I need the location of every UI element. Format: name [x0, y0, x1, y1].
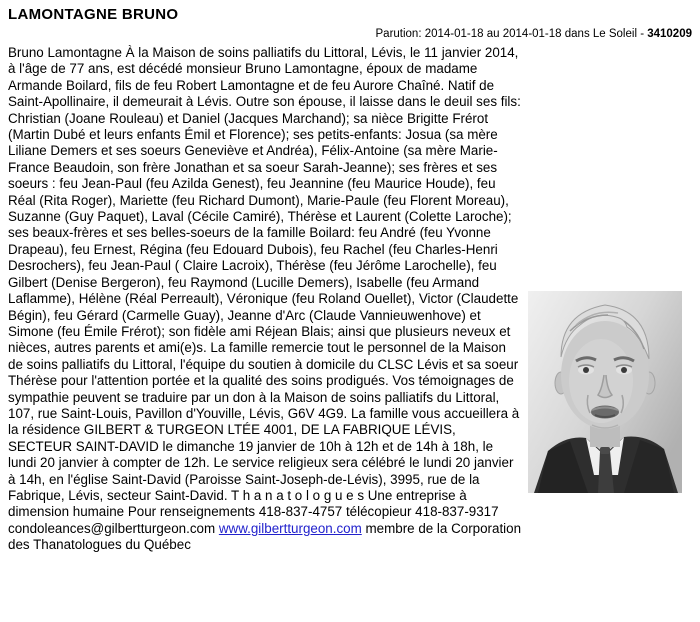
funeral-home-website-link[interactable]: www.gilbertturgeon.com — [218, 520, 362, 536]
portrait-photo-graphic — [528, 291, 682, 493]
publication-info — [376, 28, 693, 40]
publication-dates-text: Parution: 2014-01-18 au 2014-01-18 dans Le Soleil - — [375, 28, 648, 40]
deceased-name-heading: LAMONTAGNE BRUNO — [8, 6, 179, 23]
obituary-membership-text: membre de la Corporation des Thanatologues du Québec — [8, 520, 522, 553]
obituary-body-text: Bruno Lamontagne À la Maison de soins palliatifs du Littoral, Lévis, le 11 janvier 2014, à l'âge de 77 ans, est décédé monsieur Bruno Lamontagne, époux de madame Armande Boilard, fils de feu Robert Lamontagne et de feu Aurore Chaîné. Natif de Saint-Apollinaire, il demeurait à Lévis. Outre son épouse, il laisse dans le deuil ses fils: Christian (Joane Rouleau) et Daniel (Jacques Marchand); sa nièce Brigitte Frérot (Martin Dubé et leurs enfants Émil et Florence); ses petits-enfants: Josua (sa mère Liliane Demers et ses soeurs Geneviève et Andréa), Félix-Antoine (sa mère Marie-France Beaudoin, son frère Jonathan et sa soeur Sarah-Jeanne); ses frères et ses soeurs : feu Jean-Paul (feu Azilda Genest), feu Jeannine (feu Maurice Houde), feu Réal (Rita Roger), Mariette (feu Richard Dumont), Marie-Paule (feu Florent Moreau), Suzanne (Guy Paquet), Laval (Cécile Camiré), Thérèse et Laurent (Colette Laroche); ses beaux-frères et ses belles-soeurs de la famille Boilard: feu André (feu Yvonne Drapeau), feu Ernest, Régina (feu Edouard Dubois), feu Rachel (feu Charles-Henri Desrochers), feu Jean-Paul ( Claire Lacroix), Thérèse (feu Jérôme Larochelle), feu Gilbert (Denise Bergeron), feu Raymond (Lucille Demers), Isabelle (feu Armand Laflamme), Hélène (Réal Perreault), Véronique (feu Roland Ouellet), Victor (Claudette Bégin), feu Gérard (Carmelle Guay), Jeanne d'Arc (Claude Vannieuwenhove) et Simone (feu Émile Frérot); son fidèle ami Réjean Blais; ainsi que plusieurs neveux et nièces, autres parents et ami(e)s. La famille remercie tout le personnel de la Maison de soins palliatifs du Littoral, l'équipe du soutien à domicile du CLSC Lévis et sa soeur Thérèse pour l'attention portée et la qualité des soins prodigués. Vos témoignages de sympathie peuvent se traduire par un don à la Maison de soins palliatifs du Littoral, 107, rue Saint-Louis, Pavillon d'Youville, Lévis, G6V 4G9. La famille vous accueillera à la résidence GILBERT & TURGEON LTÉE 4001, DE LA FABRIQUE LÉVIS, SECTEUR SAINT-DAVID le dimanche 19 janvier de 10h à 12h et de 14h à 18h, le lundi 20 janvier à compter de 12h. Le service religieux sera célébré le lundi 20 janvier à 14h, en l'église Saint-David (Paroisse Saint-Joseph-de-Lévis), 3995, rue de la Fabrique, Lévis, secteur Saint-David. T h a n a t o l o g u e s Une entreprise à dimension humaine Pour renseignements 418-837-4757 télécopieur 418-837-9317 condoleances@gilbertturgeon.com — [8, 45, 521, 536]
obituary-text — [8, 45, 523, 554]
portrait-photo — [528, 291, 682, 493]
publication-id: 3410209 — [647, 28, 692, 40]
